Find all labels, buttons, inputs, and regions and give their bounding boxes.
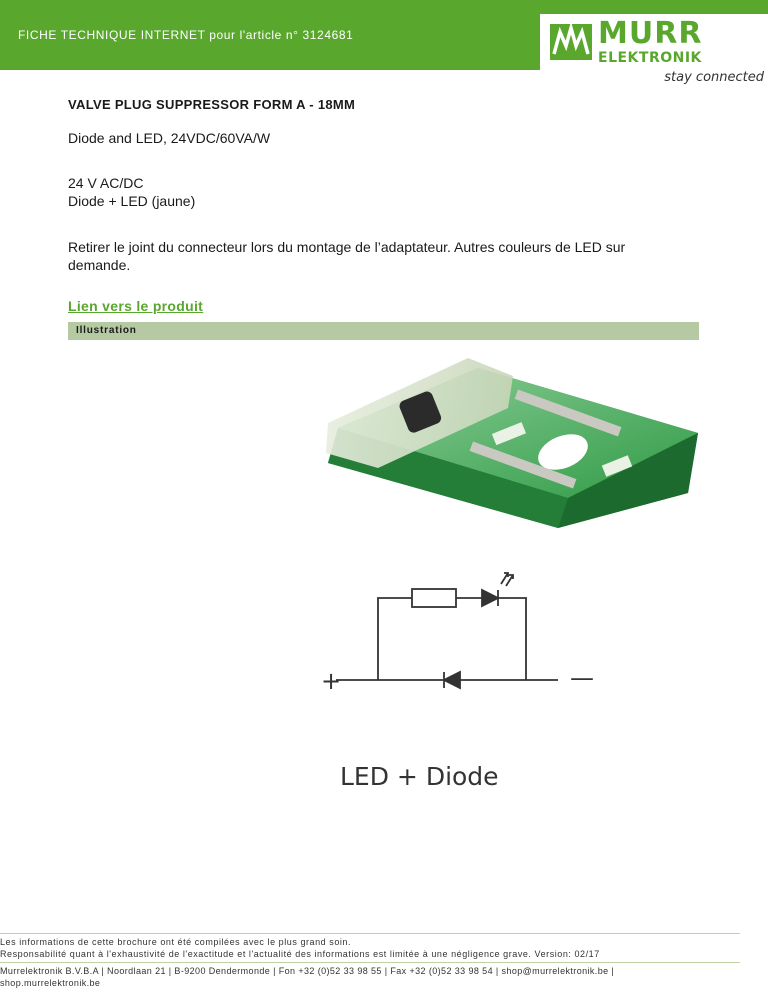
footer-contact-line1: Murrelektronik B.V.B.A | Noordlaan 21 | B-9200 Dendermonde | Fon +32 (0)52 33 98 55 | Fax +32 (0)52 33 98 54 | shop@murrelektronik.be | [0,966,615,976]
circuit-minus-label: — [570,664,594,692]
logo-tagline: stay connected [664,70,764,85]
product-note-line2: demande. [68,257,131,273]
logo-sub: ELEKTRONIK [598,50,702,66]
valve-plug-suppressor-photo [318,348,703,533]
circuit-caption: LED + Diode [340,762,499,791]
footer-contact [0,965,700,989]
murr-logo-icon [550,24,592,60]
product-title: VALVE PLUG SUPPRESSOR FORM A - 18MM [68,97,356,112]
led-diode-circuit-diagram [318,560,608,700]
product-voltage: 24 V AC/DC [68,175,144,191]
document-title: FICHE TECHNIQUE INTERNET pour l'article n° 3124681 [18,28,354,42]
circuit-plus-label: + [321,667,342,695]
murr-logo [540,14,768,92]
footer-disclaimer-line1: Les informations de cette brochure ont été compilées avec le plus grand soin. [0,937,352,947]
footer-disclaimer-line2: Responsabilité quant à l'exhaustivité de l'exactitude et l'actualité des informations est limitée à une négligence grave. Version: 02/17 [0,949,600,959]
product-type: Diode + LED (jaune) [68,193,196,209]
footer-divider-top [0,933,740,934]
section-label: Illustration [76,325,137,336]
footer-disclaimer [0,936,600,960]
section-header-illustration [68,322,699,340]
footer-divider-bottom [0,962,740,963]
product-note-line1: Retirer le joint du connecteur lors du montage de l’adaptateur. Autres couleurs de LED sur [68,239,626,255]
logo-brand: MURR [598,16,703,51]
product-description: Diode and LED, 24VDC/60VA/W [68,130,271,146]
product-link[interactable]: Lien vers le produit [68,298,204,314]
footer-contact-line2: shop.murrelektronik.be [0,978,101,988]
